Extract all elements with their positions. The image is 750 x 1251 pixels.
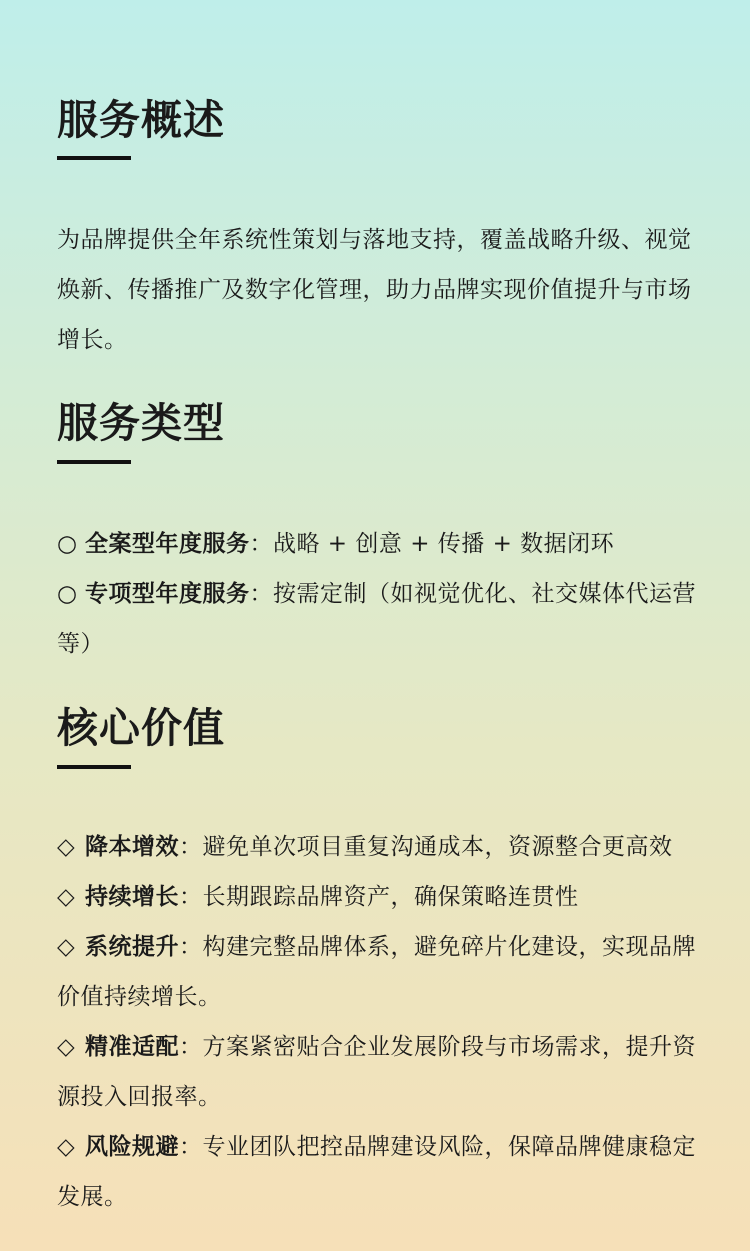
service-type-item [57,569,705,669]
core-value-item [57,1122,705,1222]
core-value-item [57,872,705,922]
core-value-name: 风险规避 [85,1134,179,1160]
core-value-item [57,822,705,872]
core-value-colon: ： [179,934,203,960]
core-value-desc: 长期跟踪品牌资产，确保策略连贯性 [202,884,579,910]
values-title-underline [57,765,131,769]
core-value-item [57,1022,705,1122]
service-type-colon: ： [249,581,273,607]
core-value-name: 系统提升 [85,934,179,960]
service-type-colon: ： [249,531,273,557]
core-value-desc: 构建完整品牌体系，避免碎片化建设，实现品牌价值持续增长。 [57,934,696,1010]
diamond-bullet-icon: ◇ [57,1034,76,1060]
service-type-name: 专项型年度服务 [85,581,250,607]
core-value-desc: 专业团队把控品牌建设风险，保障品牌健康稳定发展。 [57,1134,696,1210]
service-type-item [57,519,705,569]
core-value-colon: ： [179,834,203,860]
core-value-desc: 方案紧密贴合企业发展阶段与市场需求，提升资源投入回报率。 [57,1034,696,1110]
overview-title-underline [57,156,131,160]
core-value-desc: 避免单次项目重复沟通成本，资源整合更高效 [202,834,673,860]
values-title: 核心价值 [57,704,225,752]
circle-bullet-icon: ○ [57,581,78,607]
types-title-underline [57,460,131,464]
overview-paragraph: 为品牌提供全年系统性策划与落地支持，覆盖战略升级、视觉焕新、传播推广及数字化管理，助力品牌实现价值提升与市场增长。 [57,227,692,353]
diamond-bullet-icon: ◇ [57,1134,76,1160]
core-value-name: 降本增效 [85,834,179,860]
core-value-colon: ： [179,1134,203,1160]
diamond-bullet-icon: ◇ [57,934,76,960]
core-value-item [57,922,705,1022]
core-value-colon: ： [179,884,203,910]
core-value-colon: ： [179,1034,203,1060]
circle-bullet-icon: ○ [57,531,78,557]
core-value-name: 持续增长 [85,884,179,910]
core-value-name: 精准适配 [85,1034,179,1060]
service-type-desc: 按需定制（如视觉优化、社交媒体代运营等） [57,581,696,657]
diamond-bullet-icon: ◇ [57,884,76,910]
service-type-name: 全案型年度服务 [85,531,250,557]
overview-title: 服务概述 [57,96,225,144]
types-title: 服务类型 [57,399,225,447]
service-type-desc: 战略 + 创意 + 传播 + 数据闭环 [273,531,615,557]
diamond-bullet-icon: ◇ [57,834,76,860]
